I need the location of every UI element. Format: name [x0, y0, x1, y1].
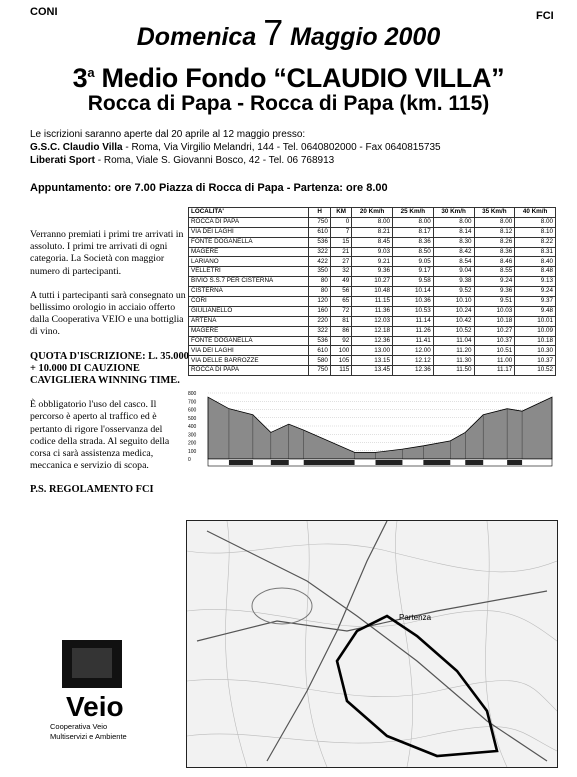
value-cell: 8.00 [433, 217, 474, 227]
value-cell: 9.52 [433, 287, 474, 297]
table-row [189, 336, 556, 346]
value-cell: 8.26 [474, 237, 515, 247]
timetable-header-cell: 35 Km/h [474, 208, 515, 218]
registration-line-1 [30, 141, 441, 154]
table-row [189, 277, 556, 287]
value-cell: 8.21 [352, 227, 393, 237]
value-cell: 9.58 [393, 277, 434, 287]
value-cell: 72 [330, 306, 351, 316]
value-cell: 610 [309, 346, 330, 356]
timetable-header-cell: KM [330, 208, 351, 218]
value-cell: 49 [330, 277, 351, 287]
value-cell: 13.00 [352, 346, 393, 356]
value-cell: 115 [330, 366, 351, 376]
value-cell: 11.50 [433, 366, 474, 376]
distance-segment [376, 460, 403, 465]
value-cell: 11.15 [352, 297, 393, 307]
value-cell: 100 [330, 346, 351, 356]
value-cell: 750 [309, 217, 330, 227]
value-cell: 32 [330, 267, 351, 277]
value-cell: 8.45 [352, 237, 393, 247]
table-row [189, 297, 556, 307]
value-cell: 9.37 [515, 297, 556, 307]
value-cell: 750 [309, 366, 330, 376]
value-cell: 27 [330, 257, 351, 267]
value-cell: 9.36 [474, 287, 515, 297]
value-cell: 86 [330, 326, 351, 336]
value-cell: 81 [330, 316, 351, 326]
location-cell: ROCCA DI PAPA [189, 366, 309, 376]
timetable-header-cell: H [309, 208, 330, 218]
value-cell: 12.00 [393, 346, 434, 356]
value-cell: 8.00 [393, 217, 434, 227]
value-cell: 10.52 [515, 366, 556, 376]
value-cell: 8.17 [393, 227, 434, 237]
date-suffix: Maggio 2000 [290, 23, 441, 51]
value-cell: 0 [330, 217, 351, 227]
location-cell: ARTENA [189, 316, 309, 326]
value-cell: 536 [309, 336, 330, 346]
distance-segment [229, 460, 253, 465]
appointment-line [30, 182, 388, 194]
timetable-header-cell: 30 Km/h [433, 208, 474, 218]
value-cell: 11.04 [433, 336, 474, 346]
value-cell: 11.41 [393, 336, 434, 346]
elevation-area [208, 397, 552, 459]
value-cell: 8.22 [515, 237, 556, 247]
y-tick-label: 0 [188, 457, 191, 463]
fci-label: FCI [536, 10, 554, 22]
value-cell: 350 [309, 267, 330, 277]
y-tick-label: 800 [188, 391, 197, 397]
value-cell: 10.24 [433, 306, 474, 316]
value-cell: 8.36 [393, 237, 434, 247]
value-cell: 8.31 [515, 247, 556, 257]
value-cell: 80 [309, 287, 330, 297]
value-cell: 10.27 [352, 277, 393, 287]
value-cell: 322 [309, 326, 330, 336]
timetable-header-cell: 40 Km/h [515, 208, 556, 218]
table-row [189, 287, 556, 297]
title-text: Medio Fondo “CLAUDIO VILLA” [94, 63, 505, 93]
timetable [188, 207, 556, 376]
logo-caption-2: Multiservizi e Ambiente [50, 732, 127, 741]
table-row [189, 247, 556, 257]
location-cell: CISTERNA [189, 287, 309, 297]
y-tick-label: 700 [188, 399, 197, 406]
table-row [189, 326, 556, 336]
value-cell: 11.00 [474, 356, 515, 366]
coni-label: CONI [30, 6, 58, 18]
timetable-header-cell: LOCALITA' [189, 208, 309, 218]
value-cell: 12.12 [393, 356, 434, 366]
value-cell: 10.27 [474, 326, 515, 336]
value-cell: 8.00 [352, 217, 393, 227]
table-row [189, 356, 556, 366]
value-cell: 9.13 [515, 277, 556, 287]
location-cell: VELLETRI [189, 267, 309, 277]
appointment-label: Appuntamento [30, 182, 108, 194]
distance-segment [465, 460, 483, 465]
value-cell: 9.21 [352, 257, 393, 267]
date-day: 7 [263, 12, 284, 53]
value-cell: 56 [330, 287, 351, 297]
timetable-header-cell: 20 Km/h [352, 208, 393, 218]
location-cell: VIA DEI LAGHI [189, 346, 309, 356]
map-drawing [187, 521, 557, 767]
value-cell: 11.14 [393, 316, 434, 326]
value-cell: 10.52 [433, 326, 474, 336]
value-cell: 10.09 [515, 326, 556, 336]
value-cell: 13.15 [352, 356, 393, 366]
value-cell: 8.46 [474, 257, 515, 267]
location-cell: GIULIANELLO [189, 306, 309, 316]
map-start-label: Partenza [399, 613, 432, 622]
y-tick-label: 100 [188, 448, 197, 455]
location-cell: VIA DELLE BARROZZE [189, 356, 309, 366]
distance-segment [507, 460, 522, 465]
value-cell: 10.37 [515, 356, 556, 366]
rules-text: È obbligatorio l'uso del casco. Il percorso è aperto al traffico ed è pertanto di rigore l'osservanza del codice della strada. Al seguito della corsa ci sarà assistenza medica, meccanica e servizio di scopa. [30, 399, 170, 472]
y-tick-label: 400 [188, 424, 197, 430]
value-cell: 11.26 [393, 326, 434, 336]
value-cell: 80 [309, 277, 330, 287]
timetable-header-cell: 25 Km/h [393, 208, 434, 218]
table-row [189, 257, 556, 267]
value-cell: 11.36 [352, 306, 393, 316]
location-cell: FONTE DOGANELLA [189, 336, 309, 346]
route-map [186, 520, 558, 768]
value-cell: 160 [309, 306, 330, 316]
value-cell: 7 [330, 227, 351, 237]
value-cell: 21 [330, 247, 351, 257]
value-cell: 8.00 [474, 217, 515, 227]
timetable-header [189, 208, 556, 218]
info-column [30, 229, 190, 509]
value-cell: 10.48 [352, 287, 393, 297]
registration-line-2 [30, 154, 441, 167]
value-cell: 8.12 [474, 227, 515, 237]
logo-caption [50, 722, 160, 742]
value-cell: 8.48 [515, 267, 556, 277]
location-cell: CORI [189, 297, 309, 307]
value-cell: 8.54 [433, 257, 474, 267]
y-tick-label: 500 [188, 415, 197, 422]
timetable-body [189, 217, 556, 375]
value-cell: 610 [309, 227, 330, 237]
value-cell: 10.42 [433, 316, 474, 326]
table-row [189, 316, 556, 326]
value-cell: 10.18 [474, 316, 515, 326]
value-cell: 65 [330, 297, 351, 307]
value-cell: 105 [330, 356, 351, 366]
value-cell: 8.10 [515, 227, 556, 237]
date-prefix: Domenica [136, 23, 257, 51]
value-cell: 9.38 [433, 277, 474, 287]
value-cell: 8.30 [433, 237, 474, 247]
value-cell: 12.36 [352, 336, 393, 346]
table-row [189, 227, 556, 237]
value-cell: 10.37 [474, 336, 515, 346]
value-cell: 8.50 [393, 247, 434, 257]
value-cell: 10.18 [515, 336, 556, 346]
value-cell: 11.20 [433, 346, 474, 356]
value-cell: 220 [309, 316, 330, 326]
value-cell: 9.51 [474, 297, 515, 307]
location-cell: LARIANO [189, 257, 309, 267]
registration-block [30, 128, 441, 167]
y-tick-label: 600 [188, 407, 197, 414]
value-cell: 11.30 [433, 356, 474, 366]
value-cell: 8.55 [474, 267, 515, 277]
registration-intro: Le iscrizioni saranno aperte dal 20 aprile al 12 maggio presso: [30, 129, 306, 140]
club-address: - Roma, Via Virgilio Melandri, 144 - Tel. 0640802000 - Fax 0640815735 [122, 142, 441, 153]
value-cell: 10.03 [474, 306, 515, 316]
logo-caption-1: Cooperativa Veio [50, 722, 108, 731]
value-cell: 12.18 [352, 326, 393, 336]
value-cell: 10.51 [474, 346, 515, 356]
fee-text: QUOTA D'ISCRIZIONE: L. 35.000 + 10.000 DI CAUZIONE CAVIGLIERA WINNING TIME. [30, 350, 189, 387]
value-cell: 9.48 [515, 306, 556, 316]
route-title: Rocca di Papa - Rocca di Papa (km. 115) [87, 92, 490, 115]
veio-logo [58, 636, 128, 726]
gift-text: A tutti i partecipanti sarà consegnato un bellissimo orologio in acciaio offerto dalla Cooperativa VEIO e una bottiglia di vino. [30, 289, 186, 338]
y-tick-label: 200 [188, 440, 197, 447]
distance-segment [423, 460, 450, 465]
value-cell: 9.05 [393, 257, 434, 267]
value-cell: 10.01 [515, 316, 556, 326]
table-row [189, 306, 556, 316]
value-cell: 9.04 [433, 267, 474, 277]
value-cell: 120 [309, 297, 330, 307]
table-row [189, 366, 556, 376]
value-cell: 10.30 [515, 346, 556, 356]
shop-address: - Roma, Viale S. Giovanni Bosco, 42 - Tel. 06 768913 [95, 155, 335, 166]
value-cell: 9.03 [352, 247, 393, 257]
table-row [189, 267, 556, 277]
value-cell: 9.17 [393, 267, 434, 277]
value-cell: 9.36 [352, 267, 393, 277]
club-name: G.S.C. Claudio Villa [30, 142, 123, 153]
value-cell: 422 [309, 257, 330, 267]
table-row [189, 217, 556, 227]
value-cell: 10.53 [393, 306, 434, 316]
location-cell: MAGERE [189, 247, 309, 257]
event-title [0, 57, 577, 94]
location-cell: BIVIO S.S.7 PER CISTERNA [189, 277, 309, 287]
value-cell: 11.17 [474, 366, 515, 376]
ps-text: P.S. REGOLAMENTO FCI [30, 484, 154, 496]
elevation-profile [186, 389, 556, 471]
value-cell: 8.00 [515, 217, 556, 227]
value-cell: 12.36 [393, 366, 434, 376]
value-cell: 10.10 [433, 297, 474, 307]
table-row [189, 346, 556, 356]
value-cell: 322 [309, 247, 330, 257]
location-cell: ROCCA DI PAPA [189, 217, 309, 227]
location-cell: FONTE DOGANELLA [189, 237, 309, 247]
location-cell: MAGERE [189, 326, 309, 336]
value-cell: 92 [330, 336, 351, 346]
prizes-text: Verranno premiati i primi tre arrivati in assoluto. I primi tre arrivati di ogni categoria. La Società con maggior numero di partecipanti. [30, 229, 184, 277]
value-cell: 12.03 [352, 316, 393, 326]
value-cell: 15 [330, 237, 351, 247]
value-cell: 8.40 [515, 257, 556, 267]
value-cell: 9.24 [474, 277, 515, 287]
edition-number: 3 [72, 63, 88, 93]
appointment-text: : ore 7.00 Piazza di Rocca di Papa - Partenza: ore 8.00 [107, 182, 388, 194]
table-row [189, 237, 556, 247]
edition-sup: a [87, 65, 95, 80]
value-cell: 13.45 [352, 366, 393, 376]
value-cell: 580 [309, 356, 330, 366]
distance-segment [271, 460, 289, 465]
value-cell: 10.36 [393, 297, 434, 307]
logo-text: Veio [66, 691, 124, 722]
location-cell: VIA DEI LAGHI [189, 227, 309, 237]
value-cell: 9.24 [515, 287, 556, 297]
value-cell: 8.42 [433, 247, 474, 257]
y-tick-label: 300 [188, 432, 197, 439]
value-cell: 10.14 [393, 287, 434, 297]
value-cell: 536 [309, 237, 330, 247]
value-cell: 8.36 [474, 247, 515, 257]
shop-name: Liberati Sport [30, 155, 96, 166]
value-cell: 8.14 [433, 227, 474, 237]
distance-segment [304, 460, 355, 465]
